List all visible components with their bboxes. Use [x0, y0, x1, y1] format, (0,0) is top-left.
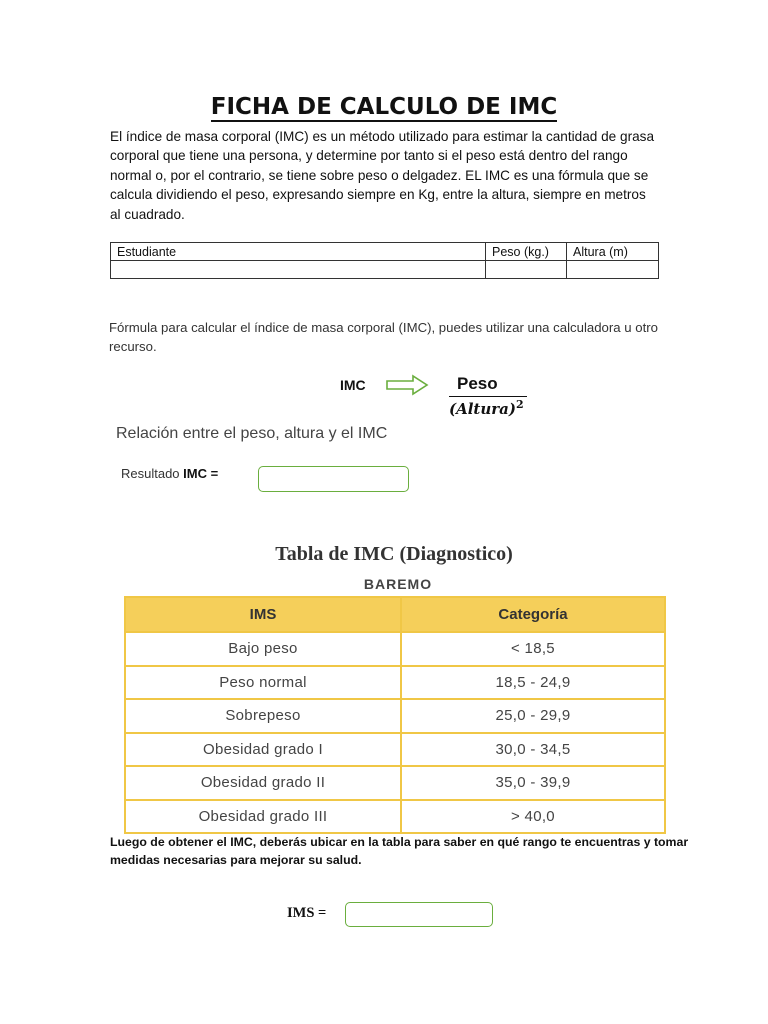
intro-line: corporal que tiene una persona, y determine por tanto si el peso está dentro del rango: [110, 148, 628, 164]
category-cell: > 40,0: [401, 800, 665, 834]
ims-cell: Obesidad grado III: [125, 800, 401, 834]
fraction-line: [449, 396, 527, 397]
intro-line: al cuadrado.: [110, 206, 185, 222]
result-label: Resultado IMC =: [121, 466, 219, 481]
baremo-table: [124, 596, 666, 834]
table-row: [125, 632, 665, 666]
table-row: [125, 800, 665, 834]
diagnosis-title: Tabla de IMC (Diagnostico): [275, 543, 513, 565]
category-cell: 18,5 - 24,9: [401, 666, 665, 700]
page-title: FICHA DE CALCULO DE IMC: [210, 94, 558, 120]
imc-label: IMC: [340, 377, 366, 393]
category-cell: 25,0 - 29,9: [401, 699, 665, 733]
formula-note-line: Fórmula para calcular el índice de masa corporal (IMC), puedes utilizar una calculadora u otro: [109, 320, 659, 335]
intro-line: normal o, por el contrario, se tiene sobre peso o delgadez. EL IMC es una fórmula que se: [110, 167, 649, 183]
ims-cell: Obesidad grado I: [125, 733, 401, 767]
intro-paragraph: [110, 127, 680, 224]
weight-header: Peso (kg.): [486, 243, 567, 261]
ims-cell: Obesidad grado II: [125, 766, 401, 800]
right-arrow-icon: [385, 374, 429, 401]
formula-denominator: (Altura)$^2$: [449, 398, 524, 418]
baremo-subtitle: BAREMO: [363, 576, 433, 592]
intro-line: calcula dividiendo el peso, expresando siempre en Kg, entre la altura, siempre en metros: [110, 187, 646, 203]
height-header: Altura (m): [567, 243, 659, 261]
relation-heading: Relación entre el peso, altura y el IMC: [116, 425, 388, 442]
weight-cell[interactable]: [486, 261, 567, 279]
student-table: [110, 242, 659, 279]
ims-input[interactable]: [345, 902, 493, 927]
result-input[interactable]: [258, 466, 409, 492]
table-row: [125, 766, 665, 800]
formula-exponent: 2: [516, 398, 524, 411]
category-cell: 35,0 - 39,9: [401, 766, 665, 800]
imc-formula: [449, 374, 527, 418]
intro-line: El índice de masa corporal (IMC) es un método utilizado para estimar la cantidad de grasa: [110, 129, 655, 144]
formula-note-line: recurso.: [109, 339, 157, 354]
formula-note: [109, 318, 709, 356]
category-cell: 30,0 - 34,5: [401, 733, 665, 767]
ims-cell: Bajo peso: [125, 632, 401, 666]
student-cell[interactable]: [111, 261, 486, 279]
ims-label: IMS =: [287, 905, 327, 921]
category-cell: < 18,5: [401, 632, 665, 666]
formula-numerator: Peso: [457, 374, 498, 393]
category-column-header: Categoría: [401, 597, 665, 632]
student-table-row: [111, 261, 659, 279]
height-cell[interactable]: [567, 261, 659, 279]
baremo-header-row: [125, 597, 665, 632]
instructions-line: medidas necesarias para mejorar su salud.: [110, 852, 362, 867]
student-header: Estudiante: [111, 243, 486, 261]
instructions-paragraph: [110, 834, 720, 869]
student-table-header: [111, 243, 659, 261]
table-row: [125, 699, 665, 733]
ims-cell: Peso normal: [125, 666, 401, 700]
table-row: [125, 666, 665, 700]
instructions-line: Luego de obtener el IMC, deberás ubicar en la tabla para saber en qué rango te encuentras y tomar: [110, 835, 689, 849]
ims-column-header: IMS: [125, 597, 401, 632]
table-row: [125, 733, 665, 767]
ims-cell: Sobrepeso: [125, 699, 401, 733]
